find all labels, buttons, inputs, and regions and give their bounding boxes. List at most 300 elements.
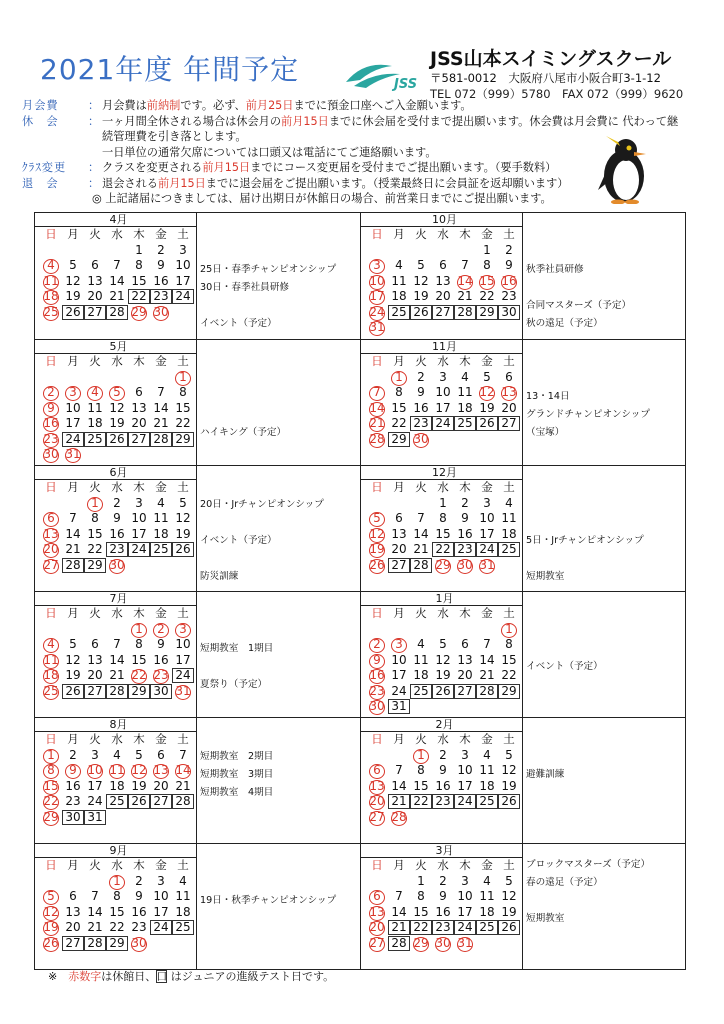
day-cell: 14: [87, 904, 103, 919]
day-cell: 10: [457, 889, 473, 904]
day-cell: 1: [388, 370, 410, 385]
day-cell: 24: [366, 305, 388, 320]
day-cell: [84, 370, 106, 385]
day-cell: 31: [172, 684, 194, 699]
day-cell: [410, 622, 432, 637]
day-cell: 13: [366, 779, 388, 794]
day-cell: 6: [505, 369, 513, 384]
day-cell: 29: [172, 432, 194, 447]
weekday-label: 木: [133, 858, 145, 873]
day-cell: 6: [91, 637, 99, 652]
day-cell: [410, 496, 432, 511]
day-cell: 24: [454, 794, 476, 809]
day-cell: 4: [113, 747, 121, 762]
weekday-header: [366, 227, 520, 243]
day-cell: 25: [150, 542, 172, 557]
week-row: [366, 258, 520, 274]
day-cell: 19: [131, 778, 147, 793]
day-cell: 22: [410, 920, 432, 935]
day-cell: 7: [69, 511, 77, 526]
event-item: 短期教室 2期目: [200, 751, 274, 762]
month-calendar: [35, 213, 197, 339]
day-cell: 9: [366, 653, 388, 668]
day-cell: 6: [135, 385, 143, 400]
weekday-label: 火: [89, 354, 101, 369]
day-cell: 18: [40, 668, 62, 683]
day-cell: [410, 810, 432, 825]
day-cell: 10: [175, 637, 191, 652]
day-cell: 1: [84, 496, 106, 511]
day-cell: 13: [131, 400, 147, 415]
day-cell: 22: [410, 794, 432, 809]
week-row: [40, 274, 194, 290]
day-cell: 13: [87, 652, 103, 667]
day-cell: 30: [62, 810, 84, 825]
day-cell: 5: [135, 747, 143, 762]
week-row: [366, 511, 520, 527]
day-cell: 5: [366, 511, 388, 526]
month-name: 4月: [35, 213, 196, 227]
weekday-label: 木: [133, 354, 145, 369]
month-name: 7月: [35, 592, 196, 606]
day-cell: 14: [391, 904, 407, 919]
day-cell: 31: [84, 810, 106, 825]
day-cell: [454, 243, 476, 258]
day-cell: [410, 243, 432, 258]
day-cell: 27: [366, 810, 388, 825]
day-cell: 12: [109, 400, 125, 415]
day-cell: 16: [131, 904, 147, 919]
month-events: [523, 592, 685, 717]
day-cell: 14: [153, 400, 169, 415]
day-cell: 19: [109, 416, 125, 431]
day-cell: 22: [391, 416, 407, 431]
day-cell: [388, 874, 410, 889]
day-cell: [388, 748, 410, 763]
note-row: [22, 145, 682, 161]
day-cell: 21: [109, 668, 125, 683]
week-row: [40, 905, 194, 921]
day-cell: [498, 320, 520, 335]
org-name: JSS山本スイミングスクール: [430, 48, 672, 70]
day-cell: 18: [413, 668, 429, 683]
month-events: [197, 718, 360, 843]
day-cell: 6: [439, 258, 447, 273]
day-cell: 16: [498, 274, 520, 289]
day-cell: 28: [476, 684, 498, 699]
day-cell: [454, 320, 476, 335]
day-cell: 27: [40, 558, 62, 573]
day-cell: [84, 622, 106, 637]
day-cell: 8: [135, 258, 143, 273]
day-cell: 3: [439, 369, 447, 384]
day-cell: 10: [366, 274, 388, 289]
day-cell: 12: [501, 763, 517, 778]
note-text: 一日単位の通常欠席については口頭又は電話にてご連絡願います。: [102, 145, 437, 159]
day-cell: 3: [157, 873, 165, 888]
day-cell: [150, 936, 172, 951]
day-cell: 7: [113, 258, 121, 273]
day-cell: 7: [91, 889, 99, 904]
month-block: [360, 718, 685, 843]
day-cell: 2: [439, 873, 447, 888]
week-row: [366, 889, 520, 905]
month-calendar: [35, 340, 197, 465]
weekday-label: 木: [133, 227, 145, 242]
day-cell: 24: [87, 794, 103, 809]
day-cell: 13: [366, 905, 388, 920]
month-block: [35, 844, 360, 969]
weekday-label: 水: [437, 354, 449, 369]
weekday-label: 日: [371, 732, 383, 747]
day-cell: 2: [135, 873, 143, 888]
day-cell: 14: [172, 763, 194, 778]
day-cell: 16: [40, 416, 62, 431]
note-label: 退 会: [22, 176, 59, 190]
event-item: 30日・春季社員研修: [200, 282, 289, 293]
day-cell: 27: [366, 936, 388, 951]
month-block: [35, 340, 360, 465]
weekday-label: 火: [415, 732, 427, 747]
day-cell: 4: [417, 637, 425, 652]
day-cell: 13: [40, 527, 62, 542]
month-name: 8月: [35, 718, 196, 732]
day-cell: 24: [172, 289, 194, 304]
week-row: [40, 370, 194, 386]
day-cell: 29: [388, 432, 410, 447]
day-cell: 11: [413, 652, 429, 667]
day-cell: 24: [62, 432, 84, 447]
day-cell: 20: [153, 778, 169, 793]
note-label: 休 会: [22, 114, 59, 128]
day-cell: 9: [40, 401, 62, 416]
week-row: [366, 289, 520, 305]
day-cell: [476, 936, 498, 951]
day-cell: 28: [150, 432, 172, 447]
day-cell: 13: [65, 904, 81, 919]
month-events: [523, 844, 685, 969]
event-item: 25日・春季チャンピオンシップ: [200, 264, 337, 275]
day-cell: 30: [432, 936, 454, 951]
day-cell: 28: [172, 794, 194, 809]
event-item: 短期教室 1期目: [200, 643, 274, 654]
day-cell: [366, 874, 388, 889]
day-cell: 28: [366, 432, 388, 447]
month-block: [35, 592, 360, 717]
day-cell: 23: [501, 289, 517, 304]
day-cell: 19: [479, 400, 495, 415]
day-cell: 1: [172, 370, 194, 385]
week-row: [40, 810, 194, 826]
day-cell: [128, 558, 150, 573]
day-cell: 21: [457, 289, 473, 304]
day-cell: 3: [366, 258, 388, 273]
day-cell: 6: [157, 747, 165, 762]
day-cell: 8: [417, 763, 425, 778]
weekday-header: [366, 480, 520, 496]
footer-box-symbol: 口: [156, 970, 168, 983]
day-cell: [498, 936, 520, 951]
weekday-label: 水: [437, 858, 449, 873]
day-cell: 2: [417, 369, 425, 384]
day-cell: [106, 810, 128, 825]
day-cell: 17: [435, 400, 451, 415]
day-cell: 27: [388, 558, 410, 573]
day-cell: 6: [91, 258, 99, 273]
day-cell: 24: [432, 416, 454, 431]
weekday-header: [366, 858, 520, 874]
day-cell: 12: [501, 889, 517, 904]
note-row: [22, 176, 682, 192]
day-cell: 12: [65, 273, 81, 288]
day-cell: 7: [366, 385, 388, 400]
weekday-label: 月: [67, 732, 79, 747]
week-row: [40, 432, 194, 448]
day-cell: 13: [457, 652, 473, 667]
note-text: 退会される前月15日までに退会届をご提出願います。（授業最終日に会員証を返却願います）: [102, 176, 569, 190]
day-cell: 13: [150, 763, 172, 778]
day-cell: [366, 370, 388, 385]
month-calendar: [361, 466, 523, 591]
event-item: （宝塚）: [526, 427, 565, 438]
day-cell: 22: [501, 668, 517, 683]
day-cell: 9: [439, 763, 447, 778]
weekday-label: 火: [415, 354, 427, 369]
day-cell: [172, 558, 194, 573]
day-cell: 29: [106, 936, 128, 951]
event-item: グランドチャンピオンシップ: [526, 409, 650, 420]
day-cell: 26: [172, 542, 194, 557]
day-cell: 16: [413, 400, 429, 415]
event-item: 短期教室: [526, 913, 565, 924]
day-cell: 1: [106, 874, 128, 889]
day-cell: 3: [172, 622, 194, 637]
day-cell: 17: [391, 668, 407, 683]
weekday-label: 火: [89, 606, 101, 621]
day-cell: 1: [417, 873, 425, 888]
day-cell: [498, 810, 520, 825]
weekday-label: 金: [155, 606, 167, 621]
day-cell: 9: [505, 258, 513, 273]
day-cell: [432, 243, 454, 258]
day-cell: 16: [65, 778, 81, 793]
day-cell: 18: [109, 778, 125, 793]
day-cell: [172, 936, 194, 951]
day-cell: 21: [153, 416, 169, 431]
weekday-label: 土: [177, 354, 189, 369]
month-events: [197, 592, 360, 717]
event-item: 春の遠足（予定）: [526, 877, 603, 888]
day-cell: [106, 370, 128, 385]
week-row: [40, 668, 194, 684]
weekday-label: 土: [177, 606, 189, 621]
day-cell: 27: [84, 684, 106, 699]
day-cell: 26: [62, 684, 84, 699]
week-row: [366, 810, 520, 826]
week-row: [366, 274, 520, 290]
day-cell: 26: [106, 432, 128, 447]
weekday-label: 水: [111, 480, 123, 495]
day-cell: [62, 243, 84, 258]
note-colon: ：: [88, 114, 100, 128]
day-cell: 27: [150, 794, 172, 809]
week-row: [366, 699, 520, 715]
note-row: [22, 98, 682, 114]
day-cell: 16: [435, 904, 451, 919]
day-cell: 14: [366, 401, 388, 416]
day-cell: 24: [391, 683, 407, 698]
day-cell: 31: [454, 936, 476, 951]
day-cell: 28: [388, 936, 410, 951]
day-cell: 4: [461, 369, 469, 384]
event-item: イベント（予定）: [200, 318, 277, 329]
day-cell: [388, 320, 410, 335]
day-cell: 2: [505, 242, 513, 257]
day-cell: 20: [87, 289, 103, 304]
day-cell: [40, 243, 62, 258]
day-cell: [432, 432, 454, 447]
day-cell: 5: [439, 637, 447, 652]
month-name: 9月: [35, 844, 196, 858]
day-cell: 10: [65, 400, 81, 415]
day-cell: 12: [476, 385, 498, 400]
day-cell: 15: [391, 400, 407, 415]
day-cell: 18: [87, 416, 103, 431]
penguin-mascot-icon: [596, 132, 652, 204]
weekday-header: [40, 354, 194, 370]
day-cell: 27: [128, 432, 150, 447]
weekday-label: 土: [503, 227, 515, 242]
weekday-label: 木: [459, 227, 471, 242]
day-cell: 8: [505, 637, 513, 652]
day-cell: 27: [498, 416, 520, 431]
day-cell: 26: [498, 920, 520, 935]
event-item: 13・14日: [526, 391, 570, 402]
weekday-label: 日: [45, 480, 57, 495]
weekday-label: 月: [67, 227, 79, 242]
day-cell: [366, 622, 388, 637]
day-cell: 25: [84, 432, 106, 447]
day-cell: 13: [391, 526, 407, 541]
weekday-header: [366, 354, 520, 370]
day-cell: 30: [150, 305, 172, 320]
week-row: [366, 622, 520, 638]
day-cell: 19: [40, 920, 62, 935]
day-cell: 30: [150, 684, 172, 699]
day-cell: 26: [40, 936, 62, 951]
day-cell: [150, 810, 172, 825]
weekday-label: 水: [111, 354, 123, 369]
day-cell: 15: [175, 400, 191, 415]
month-calendar: [361, 340, 523, 465]
day-cell: 9: [439, 889, 447, 904]
month-events: [523, 213, 685, 339]
day-cell: [128, 370, 150, 385]
day-cell: 24: [454, 920, 476, 935]
day-cell: 16: [435, 778, 451, 793]
day-cell: 10: [175, 258, 191, 273]
day-cell: 5: [417, 258, 425, 273]
month-calendar: [35, 466, 197, 591]
day-cell: 21: [87, 920, 103, 935]
day-cell: 12: [413, 273, 429, 288]
day-cell: 9: [461, 511, 469, 526]
week-row: [366, 401, 520, 417]
day-cell: 30: [366, 699, 388, 714]
day-cell: 15: [413, 904, 429, 919]
month-calendar: [35, 844, 197, 969]
week-row: [40, 243, 194, 259]
day-cell: 19: [413, 289, 429, 304]
day-cell: 25: [106, 794, 128, 809]
day-cell: 20: [65, 920, 81, 935]
day-cell: [40, 496, 62, 511]
weekday-header: [40, 227, 194, 243]
day-cell: 8: [417, 889, 425, 904]
day-cell: 10: [457, 763, 473, 778]
day-cell: [84, 243, 106, 258]
weekday-label: 木: [133, 480, 145, 495]
day-cell: 4: [395, 258, 403, 273]
day-cell: 22: [87, 542, 103, 557]
day-cell: [476, 432, 498, 447]
day-cell: [454, 622, 476, 637]
weekday-label: 火: [89, 858, 101, 873]
day-cell: 26: [128, 794, 150, 809]
day-cell: 14: [109, 273, 125, 288]
day-cell: [388, 496, 410, 511]
weekday-label: 日: [371, 354, 383, 369]
day-cell: 6: [69, 889, 77, 904]
event-item: 短期教室: [526, 571, 565, 582]
week-row: [366, 496, 520, 512]
week-row: [366, 684, 520, 700]
day-cell: 4: [40, 258, 62, 273]
day-cell: 11: [106, 763, 128, 778]
weekday-label: 木: [459, 480, 471, 495]
day-cell: 22: [175, 416, 191, 431]
day-cell: [150, 370, 172, 385]
day-cell: 9: [135, 889, 143, 904]
month-name: 5月: [35, 340, 196, 354]
day-cell: 11: [479, 763, 495, 778]
day-cell: 29: [128, 684, 150, 699]
day-cell: 7: [395, 889, 403, 904]
calendar-row: [35, 339, 685, 465]
day-cell: 22: [40, 794, 62, 809]
day-cell: 23: [131, 920, 147, 935]
day-cell: 16: [153, 652, 169, 667]
weekday-label: 土: [503, 606, 515, 621]
day-cell: 23: [454, 542, 476, 557]
month-name: 12月: [361, 466, 522, 480]
week-row: [366, 385, 520, 401]
day-cell: 5: [505, 747, 513, 762]
month-events: [197, 340, 360, 465]
event-item: 避難訓練: [526, 769, 565, 780]
day-cell: [498, 558, 520, 573]
day-cell: 2: [157, 242, 165, 257]
day-cell: 17: [153, 904, 169, 919]
calendar-row: [35, 213, 685, 339]
day-cell: 17: [131, 526, 147, 541]
weekday-label: 月: [393, 354, 405, 369]
month-name: 11月: [361, 340, 522, 354]
day-cell: 28: [106, 684, 128, 699]
day-cell: 24: [128, 542, 150, 557]
weekday-header: [366, 606, 520, 622]
weekday-label: 水: [111, 858, 123, 873]
